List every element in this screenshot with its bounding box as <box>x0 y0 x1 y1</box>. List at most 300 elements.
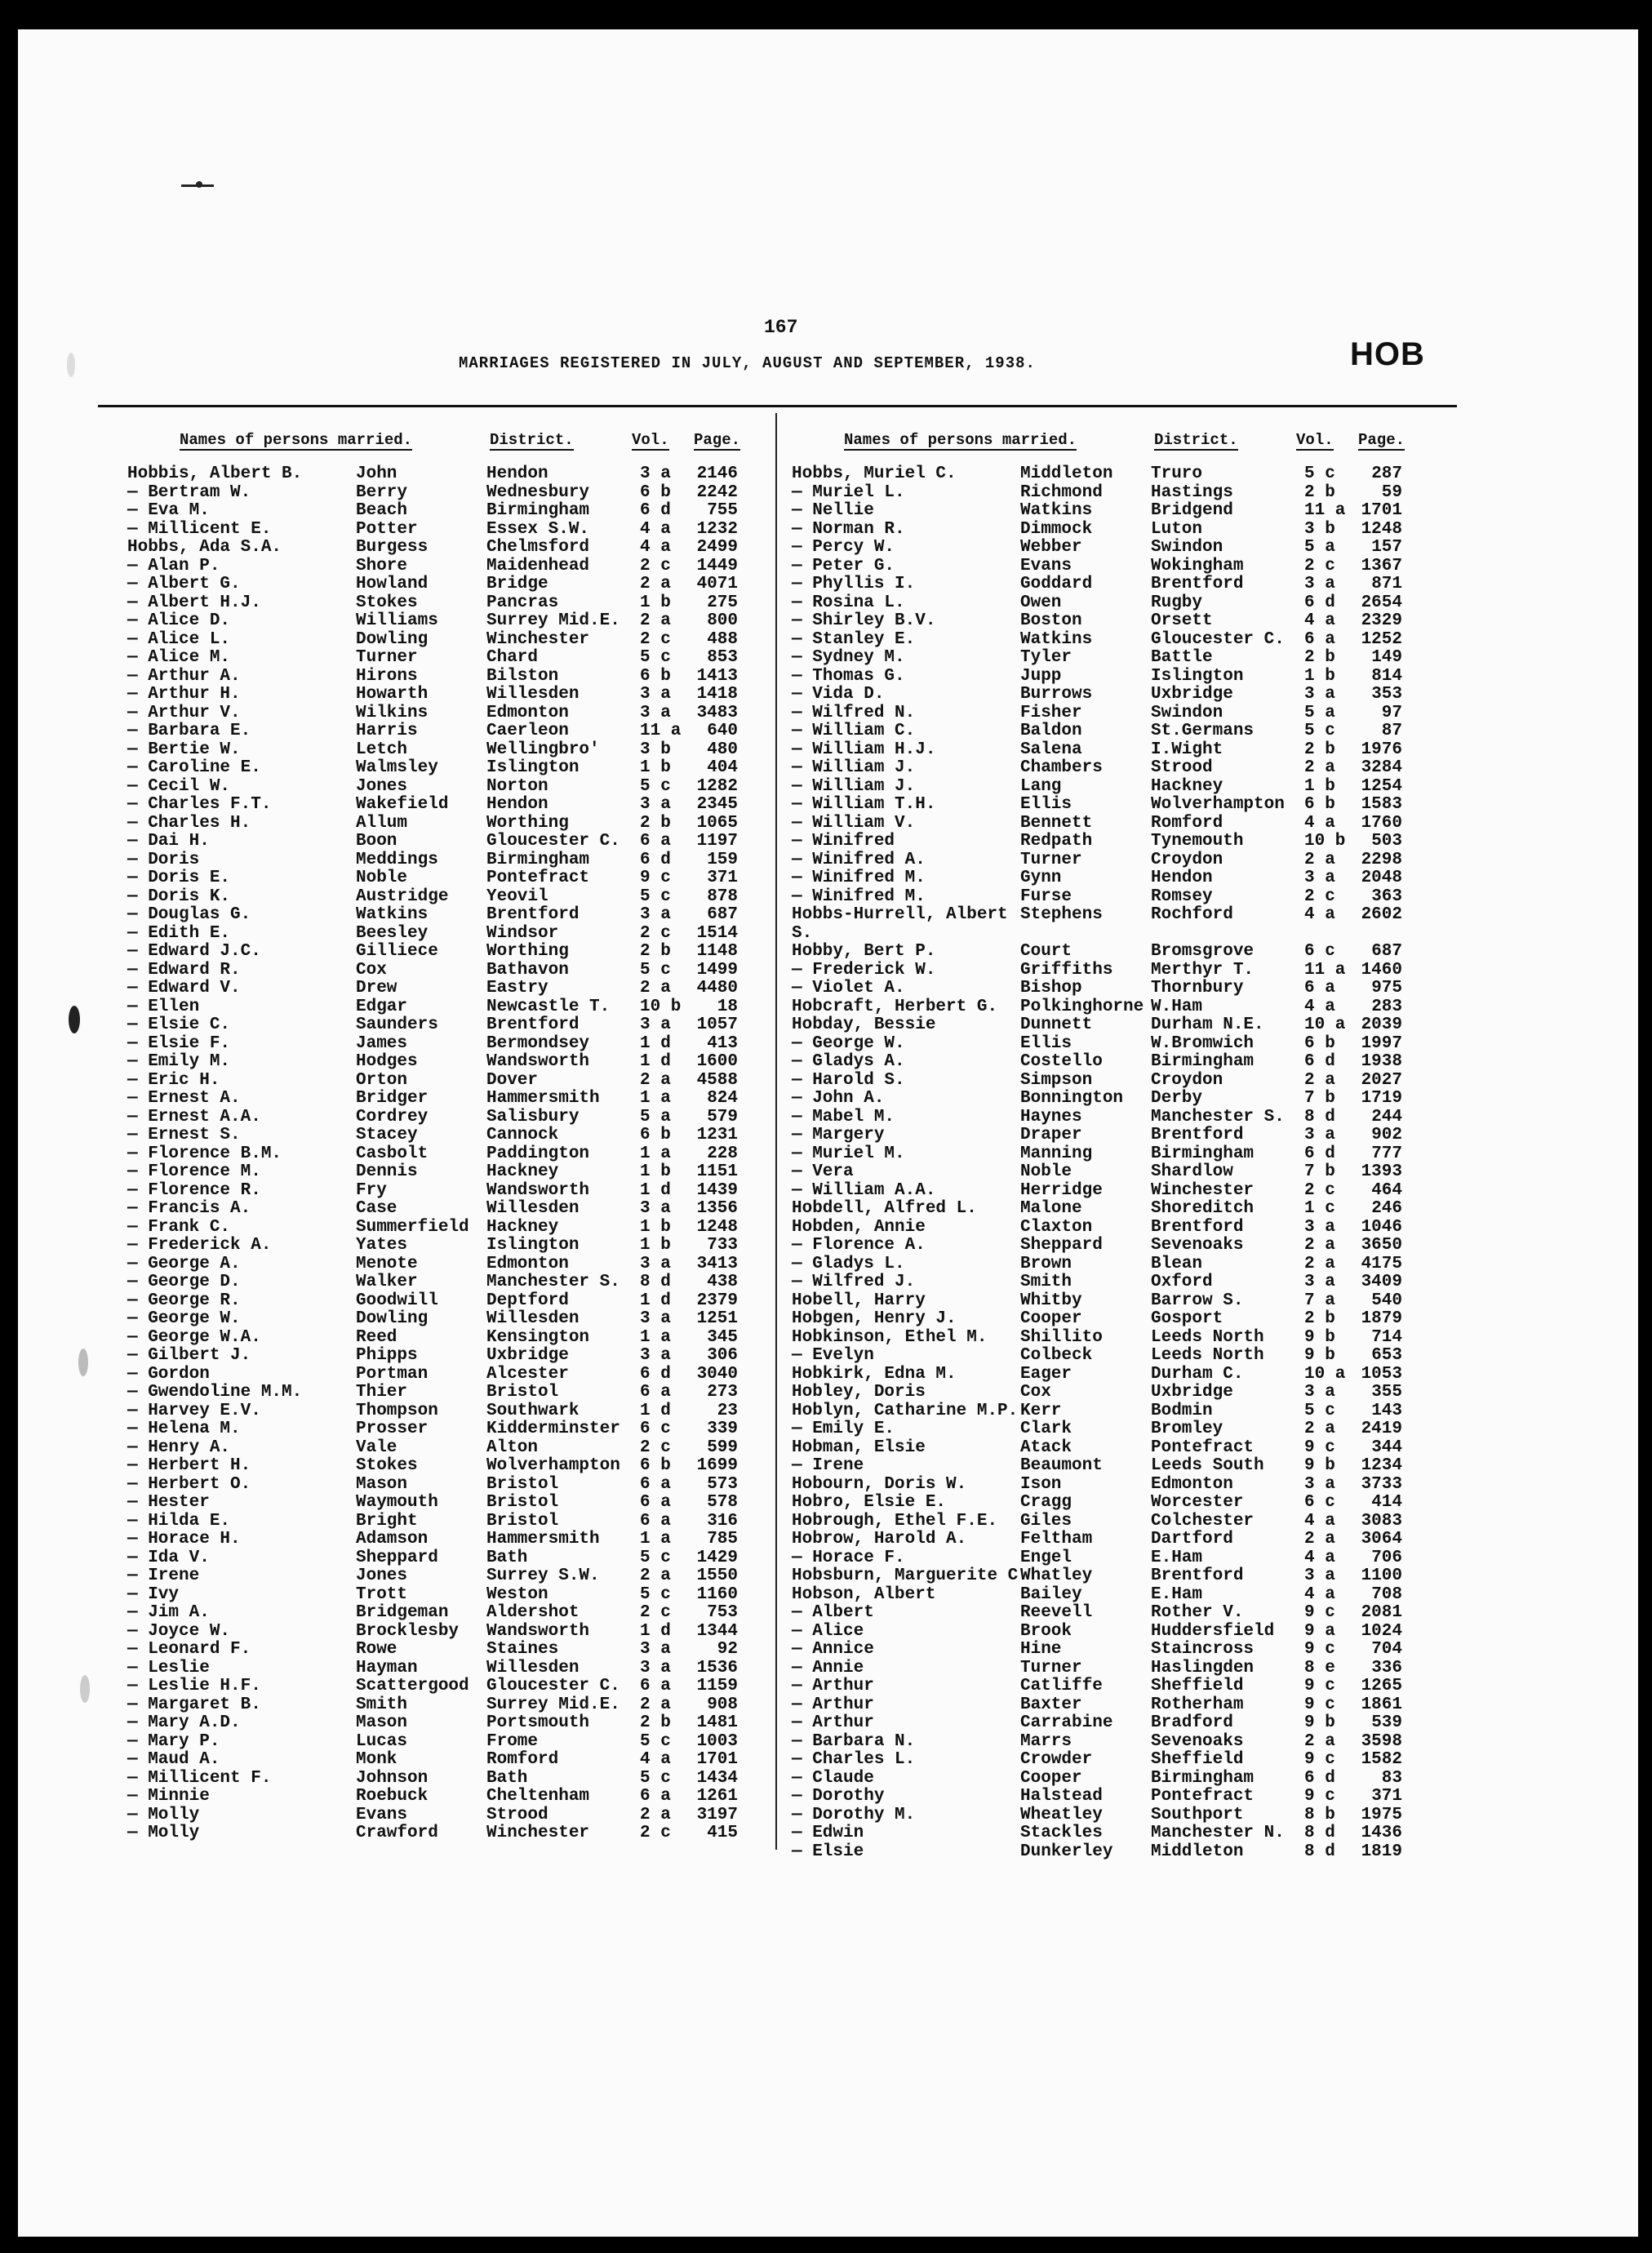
entry-page: 2146 <box>696 464 738 483</box>
entry-district: Rugby <box>1151 593 1203 612</box>
entry-name: Hobourn, Doris W. <box>792 1474 967 1494</box>
entry-page: 2048 <box>1361 869 1402 887</box>
entry-spouse: Mason <box>356 1713 408 1732</box>
entry-district: Brentford <box>1151 575 1244 593</box>
register-entry <box>127 484 764 503</box>
entry-district: Rother V. <box>1151 1603 1244 1622</box>
entry-spouse: Boon <box>356 832 397 851</box>
entry-district: Rotherham <box>1151 1695 1244 1714</box>
entry-name: — Arthur V. <box>127 703 241 722</box>
register-entry <box>792 1329 1428 1348</box>
entry-page: 1582 <box>1361 1750 1402 1769</box>
entry-volume: 10 b <box>1304 832 1346 851</box>
register-entry <box>792 575 1428 594</box>
register-entry <box>792 962 1428 980</box>
entry-district: Hammersmith <box>486 1089 600 1108</box>
entry-name: — Gladys A. <box>792 1052 905 1071</box>
register-entry <box>127 1678 764 1696</box>
entry-page: 579 <box>707 1107 738 1126</box>
entry-name: — Margaret B. <box>127 1695 261 1714</box>
entry-name: — Bertram W. <box>127 482 251 502</box>
entry-name: — William H.J. <box>792 740 936 759</box>
entry-name: — Thomas G. <box>792 666 905 686</box>
entry-volume: 4 a <box>1304 905 1335 924</box>
entry-page: 246 <box>1371 1199 1402 1218</box>
entry-name: — Vera <box>792 1162 854 1181</box>
entry-volume: 3 b <box>640 740 671 759</box>
entry-spouse: Berry <box>356 482 408 502</box>
register-entry <box>127 1733 764 1752</box>
entry-name: — Claude <box>792 1768 874 1788</box>
entry-page: 3650 <box>1361 1236 1402 1255</box>
register-entry <box>127 1714 764 1733</box>
entry-page: 1719 <box>1361 1089 1402 1108</box>
entry-name: — Joyce W. <box>127 1621 231 1641</box>
entry-volume: 2 b <box>1304 1309 1335 1328</box>
entry-spouse: Carrabine <box>1020 1713 1113 1732</box>
entry-district: Brentford <box>486 905 580 924</box>
entry-district: Bath <box>486 1768 528 1788</box>
entry-district: Pontefract <box>1151 1787 1255 1806</box>
entry-page: 1160 <box>696 1584 738 1604</box>
entry-spouse: Jones <box>356 1566 408 1585</box>
entry-name: — Millicent E. <box>127 519 272 539</box>
entry-page: 1701 <box>1361 501 1402 520</box>
entry-district: Tynemouth <box>1151 832 1244 851</box>
register-entry <box>792 1384 1428 1402</box>
entry-district: Hendon <box>486 464 548 483</box>
entry-volume: 1 c <box>1304 1199 1335 1218</box>
entry-page: 687 <box>1371 942 1402 961</box>
entry-name: — Peter G. <box>792 556 895 575</box>
entry-spouse: Baldon <box>1020 722 1082 740</box>
register-entry <box>792 521 1428 540</box>
entry-volume: 6 b <box>640 666 671 686</box>
entry-page: 1550 <box>696 1566 738 1585</box>
entry-spouse: Stephens <box>1020 905 1103 924</box>
entry-page: 1436 <box>1361 1824 1402 1842</box>
entry-spouse: Court <box>1020 942 1072 961</box>
entry-spouse: Haynes <box>1020 1107 1082 1126</box>
register-entry <box>127 1366 764 1384</box>
register-entry <box>792 649 1428 668</box>
entry-volume: 1 a <box>640 1530 671 1549</box>
register-entry <box>792 1347 1428 1366</box>
entry-name: — Harvey E.V. <box>127 1401 261 1420</box>
entry-spouse: Trott <box>356 1584 408 1604</box>
entry-name: Hobgen, Henry J. <box>792 1309 957 1328</box>
entry-name: — Mabel M. <box>792 1107 895 1126</box>
register-entry <box>127 1824 764 1843</box>
entry-page: 3483 <box>696 703 738 722</box>
entry-spouse: Adamson <box>356 1530 429 1549</box>
entry-spouse: Roebuck <box>356 1787 429 1806</box>
entry-name: — Cecil W. <box>127 776 231 796</box>
register-entry <box>127 1310 764 1329</box>
entry-name: — Ernest A. <box>127 1089 241 1108</box>
entry-page: 4588 <box>696 1070 738 1090</box>
entry-name: — Alice D. <box>127 611 231 630</box>
entry-page: 2039 <box>1361 1015 1402 1034</box>
entry-name: — Wilfred N. <box>792 703 916 722</box>
entry-volume: 5 c <box>640 887 671 906</box>
entry-district: Wolverhampton <box>486 1456 620 1475</box>
register-entry <box>792 1678 1428 1696</box>
entry-volume: 6 a <box>640 1511 671 1531</box>
entry-volume: 3 a <box>1304 869 1335 887</box>
register-page <box>18 29 1638 2237</box>
entry-name: Hobden, Annie <box>792 1217 926 1237</box>
entry-spouse: Gilliece <box>356 942 438 961</box>
entry-district: W.Ham <box>1151 997 1203 1016</box>
entry-name: — Henry A. <box>127 1438 231 1457</box>
entry-page: 814 <box>1371 666 1402 686</box>
entry-name: — Sydney M. <box>792 648 905 667</box>
entry-page: 1003 <box>696 1731 738 1751</box>
entry-page: 1251 <box>696 1309 738 1328</box>
entry-spouse: Bennett <box>1020 813 1093 833</box>
entry-volume: 3 a <box>640 464 671 483</box>
register-entry <box>127 1402 764 1421</box>
entry-page: 1975 <box>1361 1805 1402 1824</box>
entry-page: 3083 <box>1361 1511 1402 1531</box>
entry-spouse: Salena <box>1020 740 1082 759</box>
register-entry <box>792 465 1428 484</box>
entry-page: 355 <box>1371 1383 1402 1402</box>
entry-spouse: Portman <box>356 1364 429 1384</box>
entry-spouse: Brocklesby <box>356 1621 460 1641</box>
entry-name: — Violet A. <box>792 979 905 998</box>
register-entry <box>127 778 764 797</box>
entry-district: Caerleon <box>486 722 569 740</box>
entry-volume: 2 a <box>1304 1731 1335 1751</box>
entry-page: 1248 <box>696 1217 738 1237</box>
entry-district: Blean <box>1151 1254 1203 1273</box>
register-entry <box>127 558 764 576</box>
entry-name: — Winifred M. <box>792 887 926 906</box>
entry-volume: 1 d <box>640 1291 671 1310</box>
register-entry <box>127 1255 764 1274</box>
entry-volume: 3 a <box>1304 1474 1335 1494</box>
entry-name: — Gordon <box>127 1364 210 1384</box>
entry-spouse: Potter <box>356 519 418 539</box>
entry-volume: 2 a <box>1304 758 1335 777</box>
entry-district: Paddington <box>486 1144 590 1163</box>
entry-volume: 3 a <box>640 1015 671 1034</box>
register-entry <box>792 1053 1428 1072</box>
entry-page: 275 <box>707 593 738 612</box>
entry-spouse: Cordrey <box>356 1107 429 1126</box>
entry-district: Deptford <box>486 1291 569 1310</box>
entry-name: — Dai H. <box>127 832 210 851</box>
register-entry <box>792 869 1428 888</box>
entry-district: Islington <box>486 758 580 777</box>
entry-spouse: Hirons <box>356 666 418 686</box>
entry-name: Hobbs, Ada S.A. <box>127 538 282 557</box>
entry-page: 3409 <box>1361 1273 1402 1291</box>
entry-district: Worthing <box>486 942 569 961</box>
entry-district: Worthing <box>486 813 569 833</box>
register-entry <box>792 1494 1428 1513</box>
entry-spouse: Meddings <box>356 850 438 869</box>
entry-name: — George D. <box>127 1273 241 1291</box>
entry-page: 3064 <box>1361 1530 1402 1549</box>
register-entry <box>792 1751 1428 1770</box>
right-header-district: District. <box>1154 431 1238 449</box>
entry-district: Romsey <box>1151 887 1213 906</box>
register-entry <box>792 1531 1428 1549</box>
register-entry <box>127 1053 764 1072</box>
entry-district: Gloucester C. <box>486 1677 620 1695</box>
register-entry <box>792 925 1428 944</box>
entry-name: — Phyllis I. <box>792 575 916 593</box>
entry-page: 653 <box>1371 1346 1402 1365</box>
entry-district: Rochford <box>1151 905 1233 924</box>
entry-volume: 2 c <box>640 1438 671 1457</box>
entry-page: 503 <box>1371 832 1402 851</box>
entry-district: Winchester <box>486 1824 590 1842</box>
entry-name: Hobrow, Harold A. <box>792 1530 967 1549</box>
entry-page: 733 <box>707 1236 738 1255</box>
entry-spouse: Engel <box>1020 1548 1072 1567</box>
left-header-names: Names of persons married. <box>180 431 413 449</box>
entry-spouse: Reed <box>356 1327 397 1347</box>
entry-name: — Dorothy M. <box>792 1805 916 1824</box>
entry-district: Kidderminster <box>486 1420 620 1438</box>
register-entry <box>792 1806 1428 1825</box>
register-entry <box>127 1696 764 1715</box>
entry-spouse: Cox <box>356 960 387 980</box>
entry-district: Bromley <box>1151 1420 1223 1438</box>
entry-name: Hobkinson, Ethel M. <box>792 1327 988 1347</box>
entry-volume: 2 c <box>640 629 671 649</box>
right-header-page: Page. <box>1358 431 1406 449</box>
entry-spouse: Turner <box>1020 1658 1082 1678</box>
entry-volume: 1 b <box>640 758 671 777</box>
entry-volume: 9 c <box>1304 1695 1335 1714</box>
entry-district: Durham N.E. <box>1151 1015 1264 1034</box>
entry-spouse: Dennis <box>356 1162 418 1181</box>
entry-spouse: Johnson <box>356 1768 429 1788</box>
entry-spouse: Bonnington <box>1020 1089 1124 1108</box>
entry-page: 413 <box>707 1033 738 1053</box>
entry-volume: 11 a <box>1304 501 1346 520</box>
entry-spouse: Clark <box>1020 1420 1072 1438</box>
register-entry <box>127 1329 764 1348</box>
entry-volume: 2 a <box>1304 1530 1335 1549</box>
entry-page: 3413 <box>696 1254 738 1273</box>
entry-name: — Alan P. <box>127 556 220 575</box>
entry-page: 3733 <box>1361 1474 1402 1494</box>
entry-spouse: Beesley <box>356 923 429 943</box>
register-entry <box>127 1476 764 1495</box>
register-entry <box>792 778 1428 797</box>
entry-district: Bermondsey <box>486 1033 590 1053</box>
entry-district: Pontefract <box>486 869 590 887</box>
entry-spouse: Monk <box>356 1750 397 1769</box>
entry-page: 157 <box>1371 538 1402 557</box>
entry-page: 1261 <box>696 1787 738 1806</box>
entry-spouse: Wheatley <box>1020 1805 1103 1824</box>
entry-name: Hobro, Elsie E. <box>792 1493 947 1512</box>
entry-spouse: Feltham <box>1020 1530 1093 1549</box>
entry-district: Islington <box>486 1236 580 1255</box>
entry-spouse: Giles <box>1020 1511 1072 1531</box>
entry-page: 1439 <box>696 1180 738 1200</box>
entry-name: Hobbs, Muriel C. <box>792 464 957 483</box>
entry-spouse: Dowling <box>356 629 429 649</box>
entry-spouse: Polkinghorne <box>1020 997 1144 1016</box>
entry-spouse: Goodwill <box>356 1291 438 1310</box>
entry-spouse: Middleton <box>1020 464 1113 483</box>
register-entry <box>792 704 1428 723</box>
entry-volume: 7 b <box>1304 1162 1335 1181</box>
entry-district: Willesden <box>486 685 580 704</box>
entry-volume: 5 c <box>1304 464 1335 483</box>
register-entry <box>127 759 764 778</box>
entry-page: 573 <box>707 1474 738 1494</box>
entry-name: — William J. <box>792 776 916 796</box>
entry-name: — Annie <box>792 1658 864 1678</box>
entry-spouse: Eager <box>1020 1364 1072 1384</box>
entry-spouse: Reevell <box>1020 1603 1093 1622</box>
entry-spouse: Ison <box>1020 1474 1062 1494</box>
entry-spouse: Shillito <box>1020 1327 1103 1347</box>
register-entry <box>127 631 764 650</box>
entry-volume: 6 d <box>1304 1052 1335 1071</box>
entry-volume: 5 a <box>1304 538 1335 557</box>
entry-spouse: Phipps <box>356 1346 418 1365</box>
entry-district: Sevenoaks <box>1151 1731 1244 1751</box>
entry-volume: 8 d <box>1304 1842 1335 1861</box>
entry-district: Brentford <box>1151 1126 1244 1144</box>
entry-volume: 3 a <box>640 1309 671 1328</box>
entry-volume: 2 a <box>1304 1254 1335 1273</box>
entry-name: — Annice <box>792 1640 874 1659</box>
entry-page: 1861 <box>1361 1695 1402 1714</box>
register-entry <box>127 906 764 925</box>
entry-volume: 6 a <box>1304 979 1335 998</box>
entry-district: Bristol <box>486 1383 559 1402</box>
register-entry <box>127 1126 764 1145</box>
entry-volume: 2 a <box>1304 850 1335 869</box>
entry-spouse: Vale <box>356 1438 397 1457</box>
right-entry-list <box>792 465 1428 1861</box>
entry-volume: 9 b <box>1304 1713 1335 1732</box>
entry-district: Manchester N. <box>1151 1824 1285 1842</box>
entry-volume: 3 a <box>640 905 671 924</box>
register-entry <box>127 1292 764 1311</box>
entry-spouse: Williams <box>356 611 438 630</box>
entry-spouse: Saunders <box>356 1015 438 1034</box>
register-entry <box>127 1660 764 1678</box>
entry-page: 287 <box>1371 464 1402 483</box>
entry-name: — Charles L. <box>792 1750 916 1769</box>
entry-volume: 4 a <box>1304 813 1335 833</box>
entry-volume: 8 d <box>1304 1824 1335 1842</box>
entry-volume: 6 d <box>1304 1144 1335 1163</box>
entry-district: Alcester <box>486 1364 569 1384</box>
register-entry <box>792 1714 1428 1733</box>
entry-name: Hobrough, Ethel F.E. <box>792 1511 998 1531</box>
entry-name: — Winifred M. <box>792 869 926 887</box>
entry-name: — Leonard F. <box>127 1640 251 1659</box>
entry-name: — Horace H. <box>127 1530 241 1549</box>
entry-name: — Margery <box>792 1126 885 1144</box>
entry-page: 755 <box>707 501 738 520</box>
entry-spouse: Beach <box>356 501 408 520</box>
register-entry <box>127 539 764 558</box>
entry-district: Bristol <box>486 1474 559 1494</box>
entry-district: Willesden <box>486 1199 580 1218</box>
entry-district: Edmonton <box>1151 1474 1233 1494</box>
entry-spouse: Rowe <box>356 1640 397 1659</box>
register-entry <box>127 1549 764 1568</box>
entry-district: Staincross <box>1151 1640 1255 1659</box>
entry-name: Hobby, Bert P. <box>792 942 936 961</box>
entry-district: Frome <box>486 1731 539 1751</box>
register-entry <box>792 1567 1428 1586</box>
entry-name: — Florence B.M. <box>127 1144 282 1163</box>
entry-page: 228 <box>707 1144 738 1163</box>
entry-name: — Muriel L. <box>792 482 905 502</box>
entry-page: 2329 <box>1361 611 1402 630</box>
register-entry <box>792 1200 1428 1219</box>
register-entry <box>127 1072 764 1091</box>
entry-district: Chelmsford <box>486 538 590 557</box>
entry-name: — Evelyn <box>792 1346 874 1365</box>
entry-spouse: Hodges <box>356 1052 418 1071</box>
entry-page: 4071 <box>696 575 738 593</box>
entry-page: 1254 <box>1361 776 1402 796</box>
entry-spouse: Boston <box>1020 611 1082 630</box>
entry-spouse: Cooper <box>1020 1768 1082 1788</box>
register-entry <box>127 1384 764 1402</box>
entry-spouse: Wilkins <box>356 703 429 722</box>
register-entry <box>127 815 764 833</box>
entry-volume: 9 c <box>1304 1787 1335 1806</box>
entry-spouse: Edgar <box>356 997 408 1016</box>
entry-name: — Eric H. <box>127 1070 220 1090</box>
entry-district: E.Ham <box>1151 1548 1203 1567</box>
entry-district: Weston <box>486 1584 548 1604</box>
register-entry <box>127 869 764 888</box>
entry-name: — Gladys L. <box>792 1254 905 1273</box>
entry-spouse: Hine <box>1020 1640 1062 1659</box>
entry-page: 3284 <box>1361 758 1402 777</box>
entry-name: — Mary A.D. <box>127 1713 241 1732</box>
register-entry <box>792 722 1428 741</box>
entry-page: 871 <box>1371 575 1402 593</box>
entry-volume: 2 a <box>1304 1420 1335 1438</box>
entry-name: — Millicent F. <box>127 1768 272 1788</box>
register-entry <box>792 1476 1428 1495</box>
entry-district: Edmonton <box>486 1254 569 1273</box>
entry-page: 1356 <box>696 1199 738 1218</box>
entry-page: 1282 <box>696 776 738 796</box>
register-entry <box>792 631 1428 650</box>
entry-name: — Alice <box>792 1621 864 1641</box>
entry-page: 975 <box>1371 979 1402 998</box>
entry-district: Sheffield <box>1151 1677 1244 1695</box>
entry-name: — Harold S. <box>792 1070 905 1090</box>
entry-district: Shardlow <box>1151 1162 1233 1181</box>
register-entry <box>127 980 764 998</box>
entry-page: 59 <box>1381 482 1402 502</box>
entry-district: Bristol <box>486 1511 559 1531</box>
entry-spouse: Noble <box>356 869 408 887</box>
entry-volume: 3 a <box>1304 1217 1335 1237</box>
